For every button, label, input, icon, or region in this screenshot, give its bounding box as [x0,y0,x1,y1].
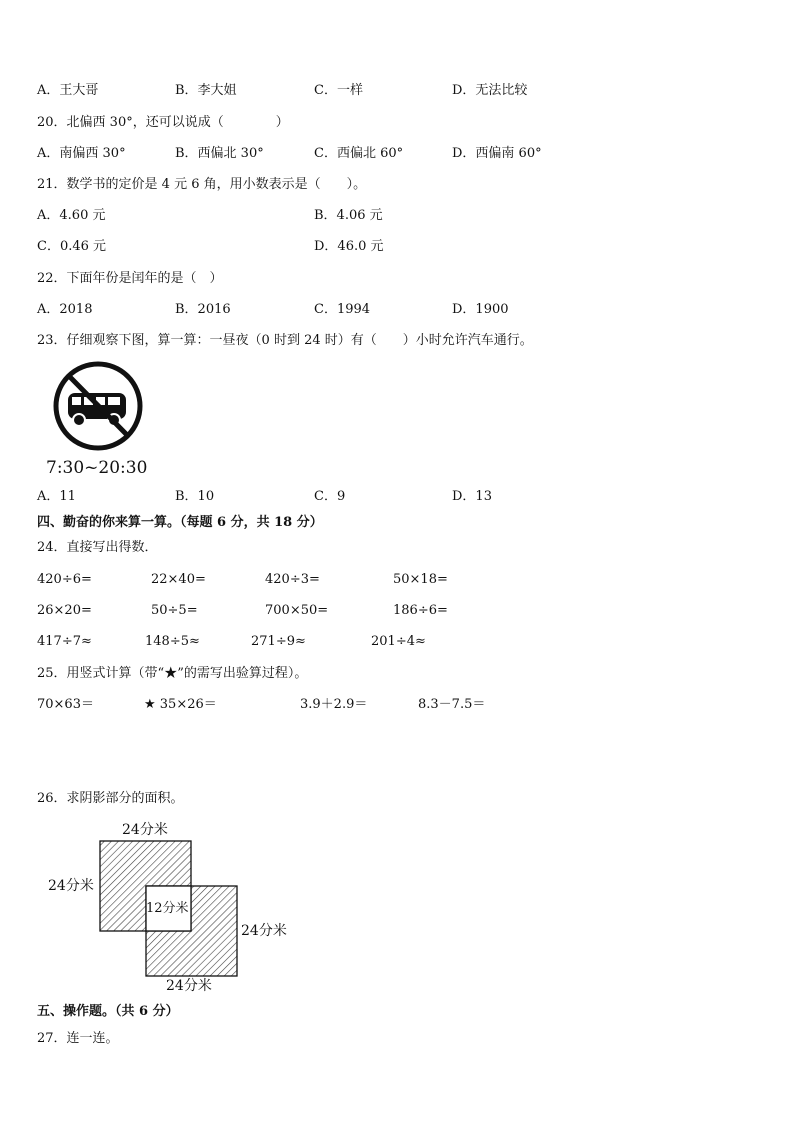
q21-stem: 21．数学书的定价是 4 元 6 角，用小数表示是（ ）。 [37,177,367,192]
q25-item[interactable]: 70×63＝ [37,697,94,712]
q24-item[interactable]: 50÷5= [151,603,198,618]
figure-left-label: 24分米 [48,878,94,894]
q21-option-d[interactable]: D．46.0 元 [314,239,384,254]
q19-option-b[interactable]: B．李大姐 [175,83,237,98]
q24-item[interactable]: 50×18= [393,572,448,587]
q23-sign-time: 7:30~20:30 [46,458,148,478]
figure-bottom-label: 24分米 [166,978,212,994]
q24-item[interactable]: 417÷7≈ [37,634,92,649]
q25-stem: 25．用竖式计算（带“★”的需写出验算过程）。 [37,666,308,681]
q23-stem: 23．仔细观察下图，算一算：一昼夜（0 时到 24 时）有（ ）小时允许汽车通行。 [37,333,533,348]
q19-option-d[interactable]: D．无法比较 [452,83,528,98]
q24-item[interactable]: 700×50= [265,603,329,618]
q24-item[interactable]: 186÷6= [393,603,448,618]
q24-item[interactable]: 26×20= [37,603,92,618]
q26-stem: 26．求阴影部分的面积。 [37,791,184,806]
q24-stem: 24．直接写出得数． [37,540,158,555]
q22-option-b[interactable]: B．2016 [175,302,231,317]
q21-option-b[interactable]: B．4.06 元 [314,208,383,223]
q23-option-c[interactable]: C．9 [314,489,346,504]
q20-option-c[interactable]: C．西偏北 60° [314,146,404,161]
q20-option-a[interactable]: A．南偏西 30° [37,146,126,161]
q22-option-c[interactable]: C．1994 [314,302,371,317]
q25-item[interactable]: ★ 35×26＝ [144,697,217,712]
q22-stem: 22．下面年份是闰年的是（ ） [37,271,223,286]
no-bus-sign-icon [50,360,146,452]
q23-option-a[interactable]: A．11 [37,489,76,504]
q24-item[interactable]: 22×40= [151,572,206,587]
q20-option-b[interactable]: B．西偏北 30° [175,146,264,161]
figure-center-label: 12分米 [146,901,189,916]
q27-stem: 27．连一连。 [37,1031,119,1046]
q25-item[interactable]: 8.3－7.5＝ [418,697,486,712]
q24-item[interactable]: 271÷9≈ [251,634,306,649]
q22-option-d[interactable]: D．1900 [452,302,509,317]
q24-item[interactable]: 420÷6= [37,572,92,587]
section-5-heading: 五、操作题。（共 6 分） [37,1004,179,1019]
q24-item[interactable]: 420÷3= [265,572,320,587]
q23-option-d[interactable]: D．13 [452,489,492,504]
q20-stem: 20．北偏西 30°，还可以说成（ ） [37,115,289,130]
q23-option-b[interactable]: B．10 [175,489,215,504]
figure-right-label: 24分米 [241,923,287,939]
section-4-heading: 四、勤奋的你来算一算。（每题 6 分，共 18 分） [37,515,323,530]
q21-option-c[interactable]: C．0.46 元 [37,239,107,254]
q25-item[interactable]: 3.9＋2.9＝ [300,697,368,712]
q24-item[interactable]: 201÷4≈ [371,634,426,649]
q21-option-a[interactable]: A．4.60 元 [37,208,106,223]
q19-option-a[interactable]: A．王大哥 [37,83,99,98]
q19-option-c[interactable]: C．一样 [314,83,363,98]
q22-option-a[interactable]: A．2018 [37,302,93,317]
figure-top-label: 24分米 [122,822,168,838]
q20-option-d[interactable]: D．西偏南 60° [452,146,542,161]
q24-item[interactable]: 148÷5≈ [145,634,200,649]
